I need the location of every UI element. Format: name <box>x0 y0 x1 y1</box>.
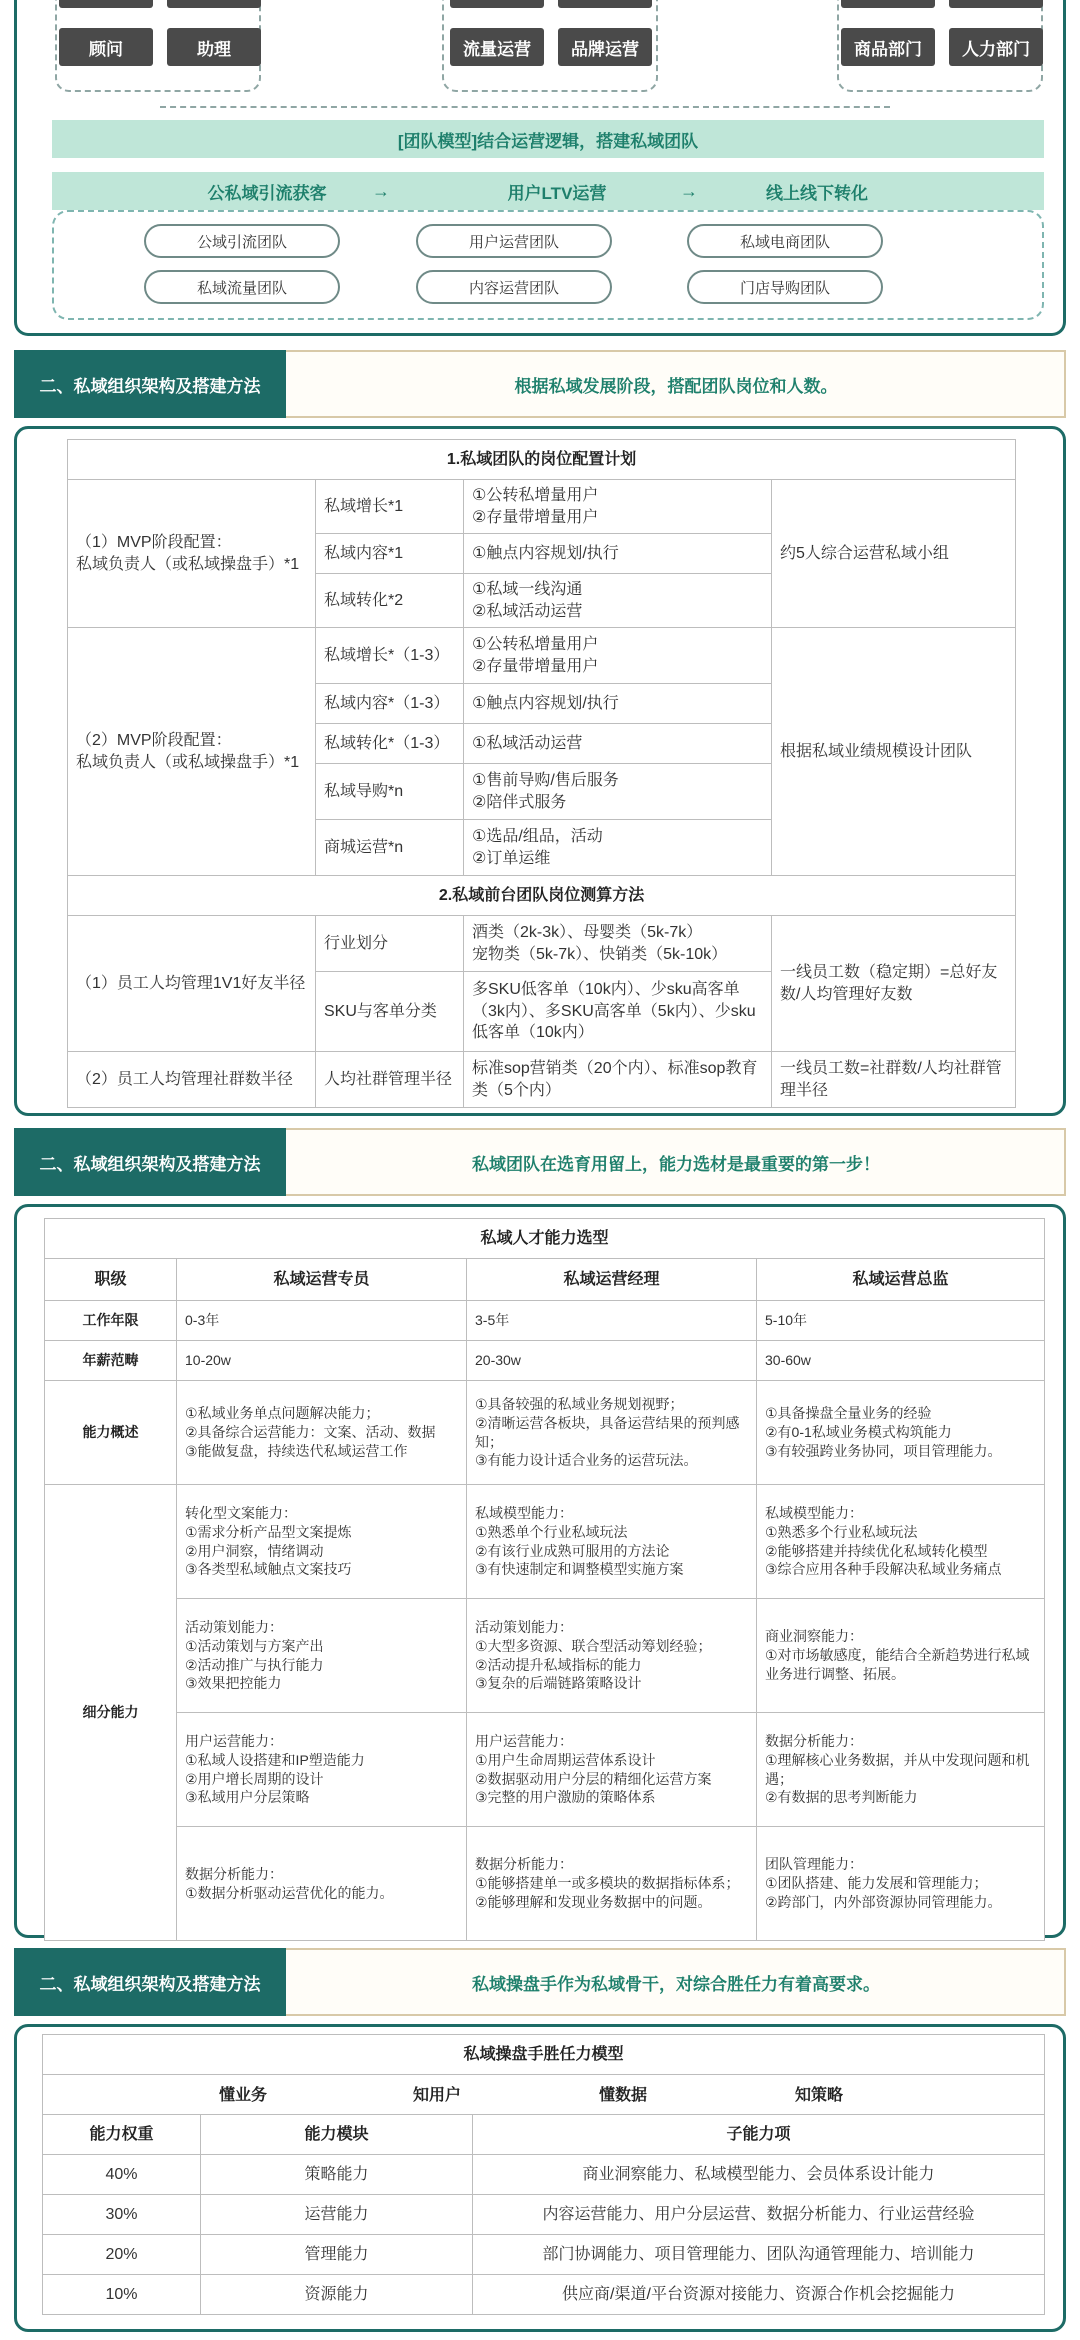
flow-step: 用户LTV运营 <box>507 183 607 203</box>
duty-cell: ①公转私增量用户 ②存量带增量用户 <box>464 628 772 684</box>
weight-cell: 10% <box>43 2275 201 2315</box>
team-pill: 私域电商团队 <box>687 224 883 258</box>
header-cell: 私域运营专员 <box>177 1259 467 1301</box>
value-cell: 20-30w <box>467 1341 757 1381</box>
value-cell: 30-60w <box>757 1341 1045 1381</box>
header-cell: 子能力项 <box>473 2115 1045 2155</box>
dept-box: 人力部门 <box>949 28 1043 66</box>
duty-cell: ①售前导购/售后服务 ②陪伴式服务 <box>464 764 772 820</box>
section-desc: 私域操盘手作为私域骨干，对综合胜任力有着高要求。 <box>472 1974 880 1994</box>
dept-box: 顾问 <box>59 28 153 66</box>
section-tag: 二、私域组织架构及搭建方法 <box>14 350 286 418</box>
summary-cell: 约5人综合运营私域小组 <box>772 480 1016 628</box>
value-cell: ①私域业务单点问题解决能力； ②具备综合运营能力：文案、活动、数据 ③能做复盘，持续迭代私域运营工作 <box>177 1381 467 1485</box>
summary-cell: 一线员工数（稳定期）=总好友数/人均管理好友数 <box>772 916 1016 1052</box>
module-cell: 管理能力 <box>201 2235 473 2275</box>
row-label: 年薪范畴 <box>45 1341 177 1381</box>
value-cell: 数据分析能力： ①理解核心业务数据，并从中发现问题和机遇； ②有数据的思考判断能力 <box>757 1713 1045 1827</box>
detail-cell: 酒类（2k-3k）、母婴类（5k-7k） 宠物类（5k-7k）、快销类（5k-10k） <box>464 916 772 972</box>
talent-table <box>44 1218 1045 1941</box>
dept-box: 商品部门 <box>841 28 935 66</box>
section-tag: 二、私域组织架构及搭建方法 <box>14 1128 286 1196</box>
section-header <box>14 350 1066 418</box>
dept-group-right <box>837 0 1043 92</box>
summary-cell: 根据私域业绩规模设计团队 <box>772 628 1016 876</box>
team-pill: 私域流量团队 <box>144 270 340 304</box>
header-cell: 能力模块 <box>201 2115 473 2155</box>
value-cell: 活动策划能力： ①活动策划与方案产出 ②活动推广与执行能力 ③效果把控能力 <box>177 1599 467 1713</box>
flow-step: 线上线下转化 <box>766 183 868 203</box>
dimension-label: 懂业务 <box>219 2087 268 2104</box>
duty-cell: ①选品/组品，活动 ②订单运维 <box>464 820 772 876</box>
duty-cell: ①触点内容规划/执行 <box>464 534 772 574</box>
dept-box: 流量运营 <box>450 28 544 66</box>
stage-label: （1）MVP阶段配置： 私域负责人（或私域操盘手）*1 <box>68 480 316 628</box>
section-tag: 二、私域组织架构及搭建方法 <box>14 1948 286 2016</box>
dept-box <box>167 0 261 8</box>
dept-group-center <box>442 0 658 92</box>
value-cell: 3-5年 <box>467 1301 757 1341</box>
table-title: 私域人才能力选型 <box>45 1219 1045 1259</box>
weight-cell: 40% <box>43 2155 201 2195</box>
detail-cell: 标准sop营销类（20个内）、标准sop教育类（5个内） <box>464 1052 772 1108</box>
items-cell: 部门协调能力、项目管理能力、团队沟通管理能力、培训能力 <box>473 2235 1045 2275</box>
module-cell: 资源能力 <box>201 2275 473 2315</box>
dept-box <box>450 0 544 8</box>
dept-group-left <box>55 0 261 92</box>
role-cell: 私域转化*（1-3） <box>316 724 464 764</box>
duty-cell: ①私域一线沟通 ②私域活动运营 <box>464 574 772 628</box>
connector-line <box>160 106 890 108</box>
summary-cell: 一线员工数=社群数/人均社群管理半径 <box>772 1052 1016 1108</box>
role-cell: 私域增长*（1-3） <box>316 628 464 684</box>
value-cell: 用户运营能力： ①用户生命周期运营体系设计 ②数据驱动用户分层的精细化运营方案 ③完整的用户激励的策略体系 <box>467 1713 757 1827</box>
row-label: 工作年限 <box>45 1301 177 1341</box>
row-label: 能力概述 <box>45 1381 177 1485</box>
section-desc: 私域团队在选育用留上，能力选材是最重要的第一步！ <box>472 1154 880 1174</box>
team-pill: 用户运营团队 <box>416 224 612 258</box>
flow-banner <box>52 172 1044 210</box>
duty-cell: ①私域活动运营 <box>464 724 772 764</box>
flow-step: 公私域引流获客 <box>207 183 327 203</box>
section-header <box>14 1128 1066 1196</box>
value-cell: 活动策划能力： ①大型多资源、联合型活动筹划经验； ②活动提升私域指标的能力 ③复杂的后端链路策略设计 <box>467 1599 757 1713</box>
dept-box: 助理 <box>167 28 261 66</box>
role-cell: 行业划分 <box>316 916 464 972</box>
value-cell: 商业洞察能力： ①对市场敏感度，能结合全新趋势进行私域业务进行调整、拓展。 <box>757 1599 1045 1713</box>
table-title: 私域操盘手胜任力模型 <box>43 2035 1045 2075</box>
dept-box <box>558 0 652 8</box>
weight-cell: 20% <box>43 2235 201 2275</box>
team-list <box>52 210 1044 320</box>
header-cell: 私域运营经理 <box>467 1259 757 1301</box>
items-cell: 供应商/渠道/平台资源对接能力、资源合作机会挖掘能力 <box>473 2275 1045 2315</box>
arrow-right-icon: → <box>680 180 698 201</box>
section-header <box>14 1948 1066 2016</box>
value-cell: 数据分析能力： ①数据分析驱动运营优化的能力。 <box>177 1827 467 1941</box>
dept-box <box>59 0 153 8</box>
table-title: 1.私域团队的岗位配置计划 <box>68 440 1016 480</box>
header-cell: 能力权重 <box>43 2115 201 2155</box>
stage-label: （2）MVP阶段配置： 私域负责人（或私域操盘手）*1 <box>68 628 316 876</box>
section-desc: 根据私域发展阶段，搭配团队岗位和人数。 <box>514 376 838 396</box>
module-cell: 策略能力 <box>201 2155 473 2195</box>
team-model-banner: [团队模型]结合运营逻辑，搭建私域团队 <box>52 120 1044 158</box>
competency-table <box>42 2034 1045 2315</box>
value-cell: 转化型文案能力： ①需求分析产品型文案提炼 ②用户洞察，情绪调动 ③各类型私域触点文案技巧 <box>177 1485 467 1599</box>
value-cell: 团队管理能力： ①团队搭建、能力发展和管理能力； ②跨部门，内外部资源协同管理能力。 <box>757 1827 1045 1941</box>
stage-label: （1）员工人均管理1V1好友半径 <box>68 916 316 1052</box>
role-cell: 私域转化*2 <box>316 574 464 628</box>
role-cell: 人均社群管理半径 <box>316 1052 464 1108</box>
stage-label: （2）员工人均管理社群数半径 <box>68 1052 316 1108</box>
duty-cell: ①公转私增量用户 ②存量带增量用户 <box>464 480 772 534</box>
role-cell: 商城运营*n <box>316 820 464 876</box>
weight-cell: 30% <box>43 2195 201 2235</box>
value-cell: 5-10年 <box>757 1301 1045 1341</box>
dept-box <box>841 0 935 8</box>
role-cell: 私域内容*（1-3） <box>316 684 464 724</box>
value-cell: 私域模型能力： ①熟悉单个行业私域玩法 ②有该行业成熟可服用的方法论 ③有快速制定和调整模型实施方案 <box>467 1485 757 1599</box>
detail-cell: 多SKU低客单（10k内）、少sku高客单（3k内）、多SKU高客单（5k内）、少sku低客单（10k内） <box>464 972 772 1052</box>
items-cell: 内容运营能力、用户分层运营、数据分析能力、行业运营经验 <box>473 2195 1045 2235</box>
role-cell: SKU与客单分类 <box>316 972 464 1052</box>
module-cell: 运营能力 <box>201 2195 473 2235</box>
row-label: 细分能力 <box>45 1485 177 1941</box>
role-cell: 私域内容*1 <box>316 534 464 574</box>
team-pill: 公域引流团队 <box>144 224 340 258</box>
dimension-label: 知策略 <box>795 2087 844 2104</box>
table-title: 2.私域前台团队岗位测算方法 <box>68 876 1016 916</box>
role-cell: 私域导购*n <box>316 764 464 820</box>
staffing-plan-table <box>67 439 1016 1108</box>
items-cell: 商业洞察能力、私域模型能力、会员体系设计能力 <box>473 2155 1045 2195</box>
value-cell: 10-20w <box>177 1341 467 1381</box>
dimension-row <box>43 2075 1045 2115</box>
header-cell: 职级 <box>45 1259 177 1301</box>
header-cell: 私域运营总监 <box>757 1259 1045 1301</box>
team-pill: 内容运营团队 <box>416 270 612 304</box>
value-cell: ①具备操盘全量业务的经验 ②有0-1私域业务模式构筑能力 ③有较强跨业务协同，项目管理能力。 <box>757 1381 1045 1485</box>
value-cell: 用户运营能力： ①私域人设搭建和IP塑造能力 ②用户增长周期的设计 ③私域用户分层策略 <box>177 1713 467 1827</box>
role-cell: 私域增长*1 <box>316 480 464 534</box>
value-cell: 数据分析能力： ①能够搭建单一或多模块的数据指标体系； ②能够理解和发现业务数据中的问题。 <box>467 1827 757 1941</box>
dept-box <box>949 0 1043 8</box>
dimension-label: 知用户 <box>413 2087 462 2104</box>
value-cell: 0-3年 <box>177 1301 467 1341</box>
duty-cell: ①触点内容规划/执行 <box>464 684 772 724</box>
arrow-right-icon: → <box>372 180 390 201</box>
dimension-label: 懂数据 <box>599 2087 648 2104</box>
dept-box: 品牌运营 <box>558 28 652 66</box>
team-pill: 门店导购团队 <box>687 270 883 304</box>
value-cell: ①具备较强的私域业务规划视野； ②清晰运营各板块，具备运营结果的预判感知； ③有能力设计适合业务的运营玩法。 <box>467 1381 757 1485</box>
value-cell: 私域模型能力： ①熟悉多个行业私域玩法 ②能够搭建并持续优化私域转化模型 ③综合应用各种手段解决私域业务痛点 <box>757 1485 1045 1599</box>
